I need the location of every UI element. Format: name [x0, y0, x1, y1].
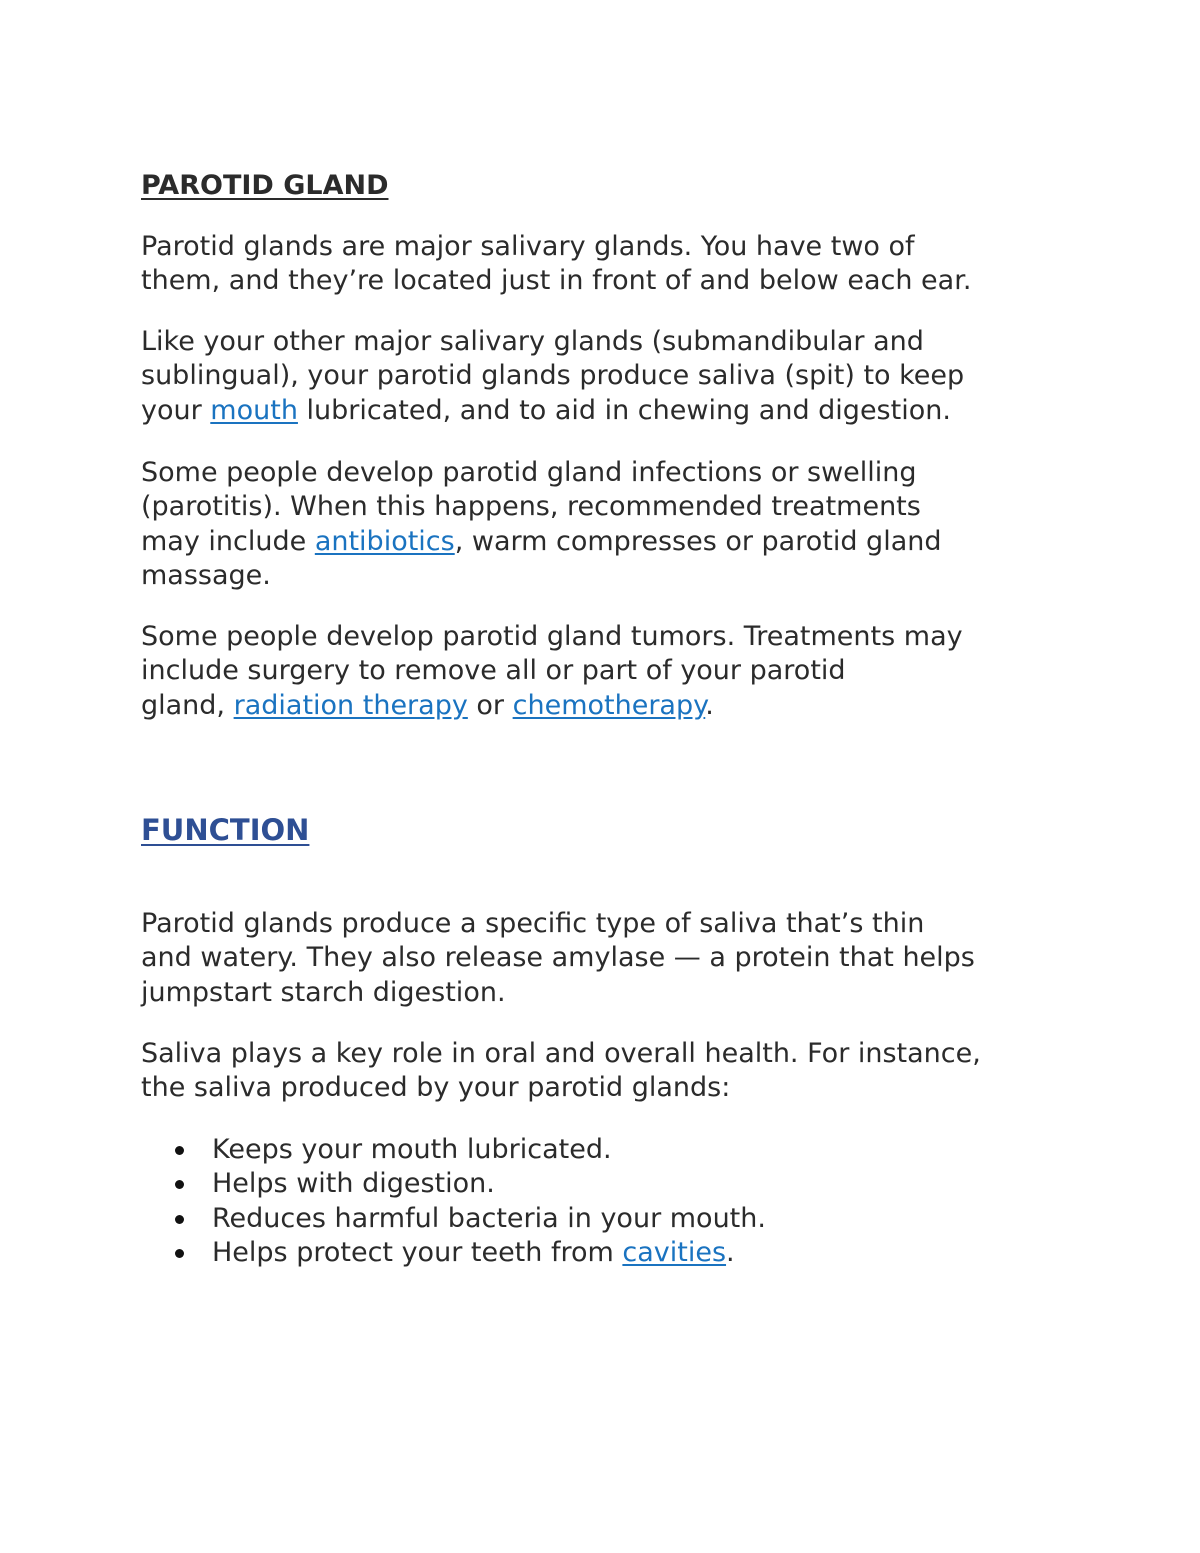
list-item-text: Keeps your mouth lubricated.: [212, 1134, 612, 1165]
paragraph-line: the saliva produced by your parotid glands:: [141, 1072, 731, 1104]
paragraph-line: massage.: [141, 559, 271, 591]
list-item-text: Reduces harmful bacteria in your mouth.: [212, 1202, 766, 1234]
paragraph-line: sublingual), your parotid glands produce saliva (spit) to keep: [141, 360, 965, 392]
paragraph-line: include surgery to remove all or part of your parotid: [141, 655, 846, 687]
paragraph-salivary-glands: [141, 325, 1071, 428]
text-segment: .: [726, 1236, 735, 1268]
paragraph-line: jumpstart starch digestion.: [141, 976, 506, 1008]
paragraph-line: Parotid glands produce a specific type of saliva that’s thin: [141, 908, 925, 939]
paragraph-line: them, and they’re located just in front of and below each ear.: [141, 265, 972, 297]
list-item: [141, 1133, 766, 1167]
text-segment: lubricated, and to aid in chewing and digestion.: [297, 394, 951, 426]
list-item: [141, 1236, 766, 1270]
paragraph-line: Like your other major salivary glands (submandibular and: [141, 326, 924, 357]
bullet-icon: [175, 1215, 184, 1224]
paragraph-line: [141, 526, 942, 557]
section-heading-function: FUNCTION: [141, 813, 310, 847]
paragraph-line: (parotitis). When this happens, recommended treatments: [141, 491, 921, 523]
paragraph-line: [141, 690, 714, 721]
paragraph-line: Some people develop parotid gland infections or swelling: [141, 457, 917, 488]
text-segment: gland,: [141, 689, 234, 721]
text-segment: may include: [141, 525, 315, 557]
link-chemotherapy[interactable]: chemotherapy: [512, 689, 706, 721]
bullet-icon: [175, 1146, 184, 1155]
paragraph-tumors: [141, 620, 1071, 723]
saliva-benefits-list: [141, 1133, 766, 1270]
paragraph-line: and watery. They also release amylase — a protein that helps: [141, 942, 975, 974]
link-radiation-therapy[interactable]: radiation therapy: [233, 689, 468, 721]
text-segment: or: [467, 689, 513, 721]
paragraph-line: Parotid glands are major salivary glands. You have two of: [141, 231, 915, 262]
link-cavities[interactable]: cavities: [622, 1236, 727, 1268]
bullet-icon: [175, 1249, 184, 1258]
list-item: [141, 1167, 766, 1201]
list-item: [141, 1202, 766, 1236]
section-heading-parotid-gland: PAROTID GLAND: [141, 170, 389, 201]
text-segment: your: [141, 394, 211, 426]
paragraph-intro: [141, 230, 1071, 299]
link-antibiotics[interactable]: antibiotics: [314, 525, 455, 557]
paragraph-saliva-type: [141, 907, 1071, 1010]
paragraph-saliva-role: [141, 1037, 1071, 1106]
text-segment: .: [705, 689, 714, 721]
paragraph-infections: [141, 456, 1071, 593]
bullet-icon: [175, 1180, 184, 1189]
paragraph-line: [141, 395, 951, 426]
text-segment: , warm compresses or parotid gland: [454, 525, 942, 557]
link-mouth[interactable]: mouth: [210, 394, 298, 426]
paragraph-line: Some people develop parotid gland tumors. Treatments may: [141, 621, 963, 652]
paragraph-line: Saliva plays a key role in oral and overall health. For instance,: [141, 1038, 981, 1069]
list-item-text: Helps with digestion.: [212, 1168, 495, 1200]
list-item-text: Helps protect your teeth from: [212, 1236, 623, 1268]
